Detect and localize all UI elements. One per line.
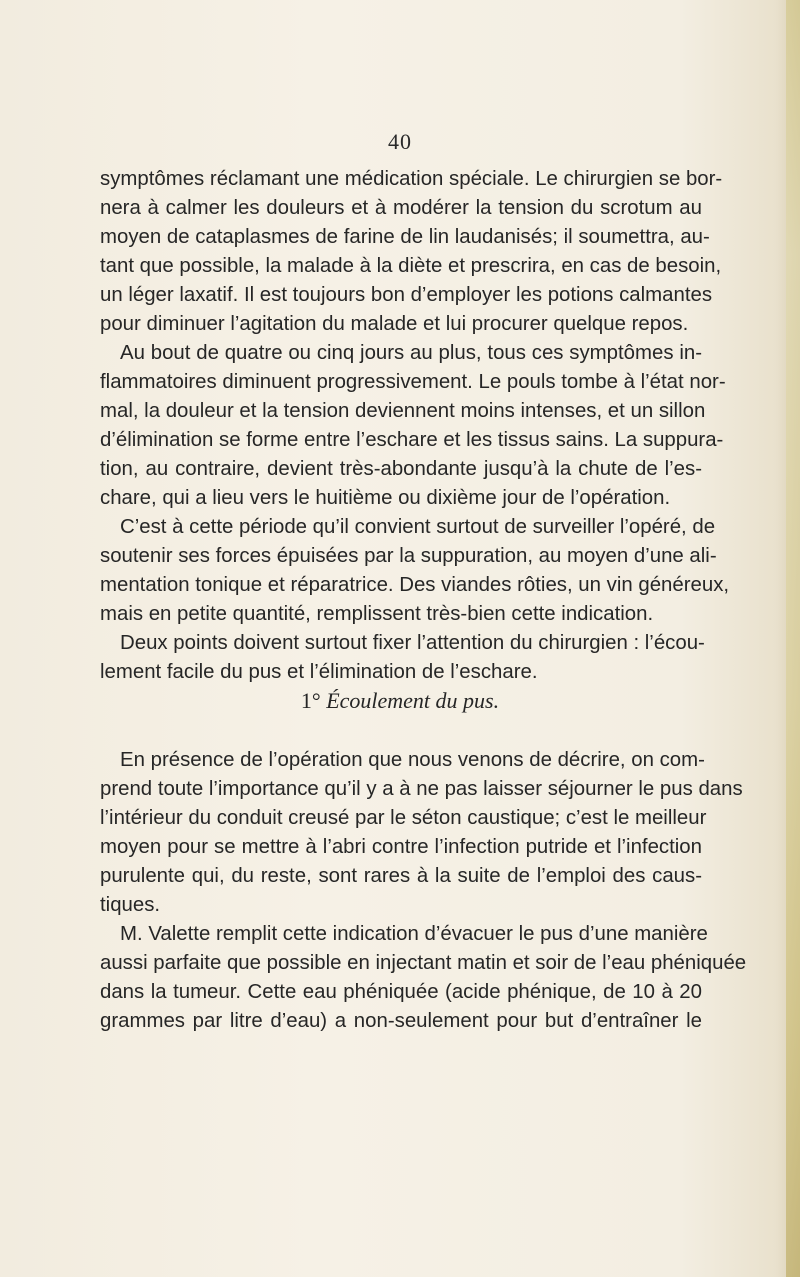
text-line: dans la tumeur. Cette eau phéniquée (acide phénique, de 10 à 20 bbox=[100, 981, 702, 1003]
page-number: 40 bbox=[388, 129, 412, 154]
text-line: soutenir ses forces épuisées par la suppuration, au moyen d’une ali- bbox=[100, 545, 717, 567]
text-line: M. Valette remplit cette indication d’évacuer le pus d’une manière bbox=[120, 923, 708, 945]
text-line: tiques. bbox=[100, 894, 161, 916]
text-line: un léger laxatif. Il est toujours bon d’employer les potions calmantes bbox=[100, 284, 713, 306]
text-line: Au bout de quatre ou cinq jours au plus, tous ces symptômes in- bbox=[120, 342, 702, 364]
paragraph-nutrition bbox=[100, 513, 730, 629]
section-heading-number: 1° bbox=[300, 688, 321, 713]
text-line: nera à calmer les douleurs et à modérer la tension du scrotum au bbox=[100, 197, 702, 219]
text-line: C’est à cette période qu’il convient surtout de surveiller l’opéré, de bbox=[120, 516, 716, 538]
paragraph-continuation bbox=[100, 165, 723, 339]
text-line: chare, qui a lieu vers le huitième ou dixième jour de l’opération. bbox=[100, 487, 671, 509]
text-line: symptômes réclamant une médication spéciale. Le chirurgien se bor- bbox=[100, 168, 723, 190]
text-line: mentation tonique et réparatrice. Des viandes rôties, un vin généreux, bbox=[100, 574, 730, 596]
text-line: l’intérieur du conduit creusé par le séton caustique; c’est le meilleur bbox=[100, 807, 707, 829]
text-line: purulente qui, du reste, sont rares à la suite de l’emploi des caus- bbox=[100, 865, 702, 887]
text-line: moyen de cataplasmes de farine de lin laudanisés; il soumettra, au- bbox=[100, 226, 710, 248]
text-line: lement facile du pus et l’élimination de l’eschare. bbox=[100, 661, 538, 683]
section-heading-title: Écoulement du pus. bbox=[326, 688, 500, 713]
text-line: flammatoires diminuent progressivement. Le pouls tombe à l’état nor- bbox=[100, 371, 726, 393]
paragraph-symptoms-decrease bbox=[100, 339, 726, 513]
text-line: prend toute l’importance qu’il y a à ne pas laisser séjourner le pus dans bbox=[100, 778, 743, 800]
text-line: grammes par litre d’eau) a non-seulement pour but d’entraîner le bbox=[100, 1010, 702, 1032]
text-line: mal, la douleur et la tension deviennent moins intenses, et un sillon bbox=[100, 400, 706, 422]
text-line: tion, au contraire, devient très-abondante jusqu’à la chute de l’es- bbox=[100, 458, 702, 480]
paragraph-two-points bbox=[100, 629, 705, 687]
text-line: tant que possible, la malade à la diète et prescrira, en cas de besoin, bbox=[100, 255, 722, 277]
text-line: En présence de l’opération que nous venons de décrire, on com- bbox=[120, 749, 705, 771]
text-line: d’élimination se forme entre l’eschare et les tissus sains. La suppura- bbox=[100, 429, 724, 451]
text-line: pour diminuer l’agitation du malade et lui procurer quelque repos. bbox=[100, 313, 689, 335]
section-heading bbox=[0, 688, 800, 714]
page-edge-stain bbox=[786, 0, 800, 1277]
paragraph-pus-drainage bbox=[100, 746, 743, 920]
paragraph-valette-method bbox=[100, 920, 747, 1036]
text-line: moyen pour se mettre à l’abri contre l’infection putride et l’infection bbox=[100, 836, 702, 858]
text-line: mais en petite quantité, remplissent très-bien cette indication. bbox=[100, 603, 654, 625]
text-line: aussi parfaite que possible en injectant matin et soir de l’eau phéniquée bbox=[100, 952, 747, 974]
text-line: Deux points doivent surtout fixer l’attention du chirurgien : l’écou- bbox=[120, 632, 705, 654]
